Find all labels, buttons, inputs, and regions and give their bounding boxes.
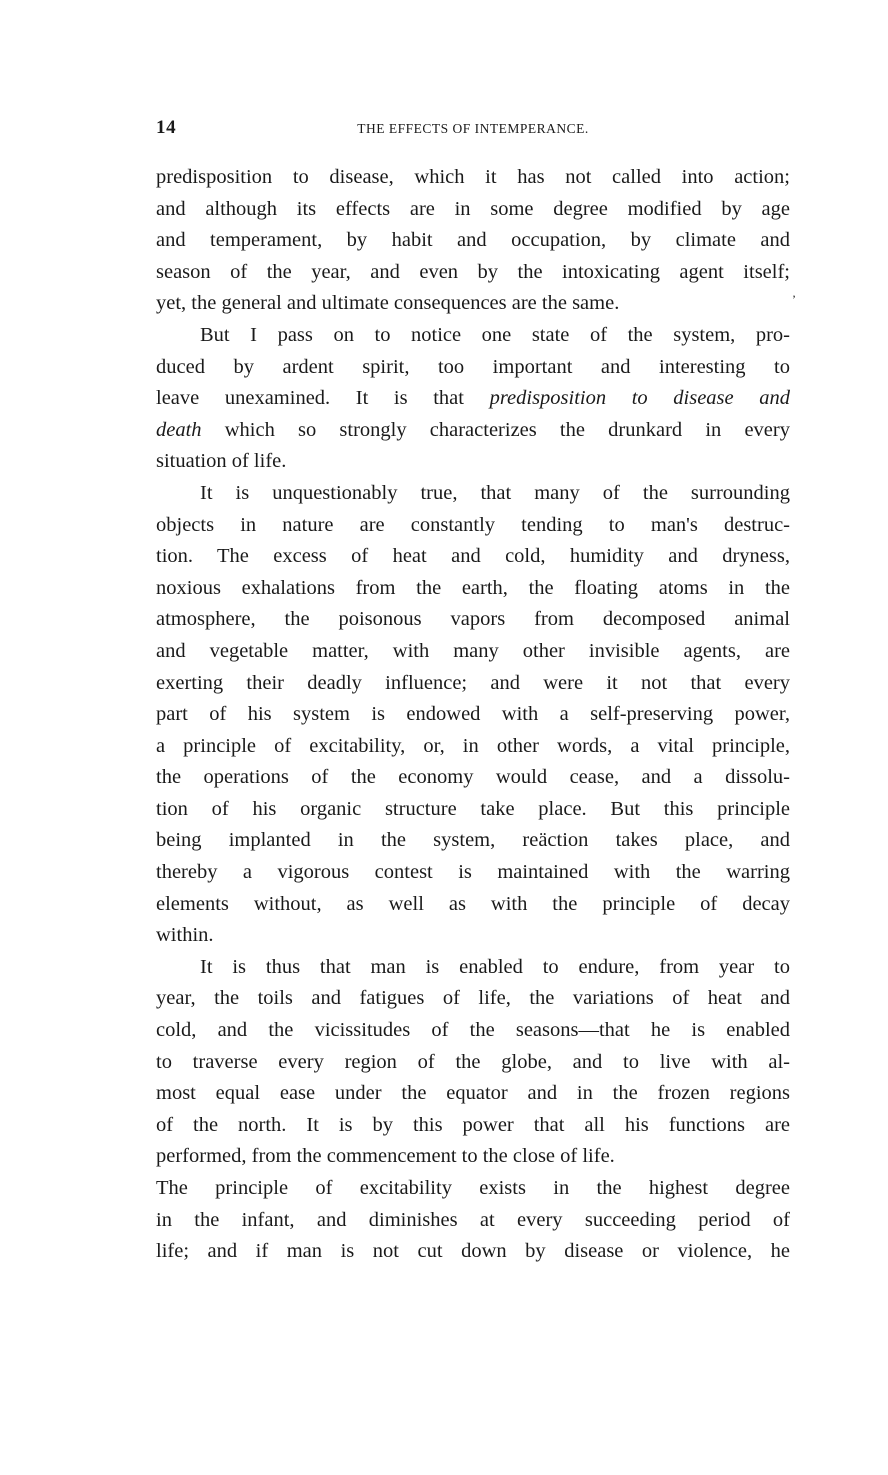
page-number: 14 (156, 117, 177, 138)
text-line: death which so strongly characterizes the drunkard in every (156, 418, 790, 441)
emphasis-text: death (156, 418, 202, 441)
text-line: noxious exhalations from the earth, the floating atoms in the (156, 576, 790, 599)
text-line: situation of life. (156, 450, 287, 473)
text-line: duced by ardent spirit, too important and interesting to (156, 355, 790, 378)
text-line: and vegetable matter, with many other invisible agents, are (156, 639, 790, 662)
paragraph-p2 (156, 320, 790, 478)
text-line: most equal ease under the equator and in the frozen regions (156, 1082, 790, 1105)
text-line: life; and if man is not cut down by disease or violence, he (156, 1240, 790, 1263)
text-line: yet, the general and ultimate consequences are the same. (156, 292, 620, 315)
text-line: elements without, as well as with the principle of decay (156, 892, 790, 915)
text-line: atmosphere, the poisonous vapors from decomposed animal (156, 608, 790, 631)
stray-print-mark: ’ (792, 292, 796, 306)
text-line: to traverse every region of the globe, and to live with al- (156, 1050, 790, 1073)
text-line: performed, from the commencement to the close of life. (156, 1145, 615, 1168)
text-line: part of his system is endowed with a self-preserving power, (156, 703, 790, 726)
paragraph-p5 (156, 1173, 790, 1268)
text-line: within. (156, 924, 214, 947)
text-line: the operations of the economy would cease, and a dissolu- (156, 766, 790, 789)
paragraph-p3 (156, 478, 790, 952)
text-line: a principle of excitability, or, in other words, a vital principle, (156, 734, 790, 757)
text-line: season of the year, and even by the intoxicating agent itself; (156, 260, 790, 283)
text-line: exerting their deadly influence; and were it not that every (156, 671, 790, 694)
text-line: and temperament, by habit and occupation, by climate and (156, 229, 790, 252)
text-line: year, the toils and fatigues of life, the variations of heat and (156, 987, 790, 1010)
text-line: leave unexamined. It is that predisposition to disease and (156, 387, 790, 410)
text-line: thereby a vigorous contest is maintained with the warring (156, 861, 790, 884)
body-text (156, 162, 790, 1268)
text-line: The principle of excitability exists in the highest degree (156, 1177, 790, 1199)
text-line: cold, and the vicissitudes of the seasons—that he is enabled (156, 1019, 790, 1042)
text-line: But I pass on to notice one state of the system, pro- (200, 323, 790, 346)
emphasis-text: predisposition to disease and (489, 387, 790, 410)
text-line: objects in nature are constantly tending to man's destruc- (156, 513, 790, 536)
running-title: THE EFFECTS OF INTEMPERANCE. (357, 121, 589, 136)
paragraph-p1 (156, 162, 790, 320)
text-line: It is thus that man is enabled to endure, from year to (200, 955, 790, 978)
paragraph-p4 (156, 952, 790, 1173)
text-line: tion. The excess of heat and cold, humidity and dryness, (156, 545, 790, 568)
running-head (156, 116, 790, 142)
text-line: and although its effects are in some degree modified by age (156, 197, 790, 220)
text-line: of the north. It is by this power that all his functions are (156, 1113, 790, 1136)
text-line: being implanted in the system, reäction takes place, and (156, 829, 790, 852)
text-line: in the infant, and diminishes at every succeeding period of (156, 1208, 790, 1231)
text-line: predisposition to disease, which it has not called into action; (156, 166, 790, 188)
book-page (156, 116, 790, 1268)
text-line: tion of his organic structure take place. But this principle (156, 797, 790, 820)
text-line: It is unquestionably true, that many of the surrounding (200, 481, 790, 504)
